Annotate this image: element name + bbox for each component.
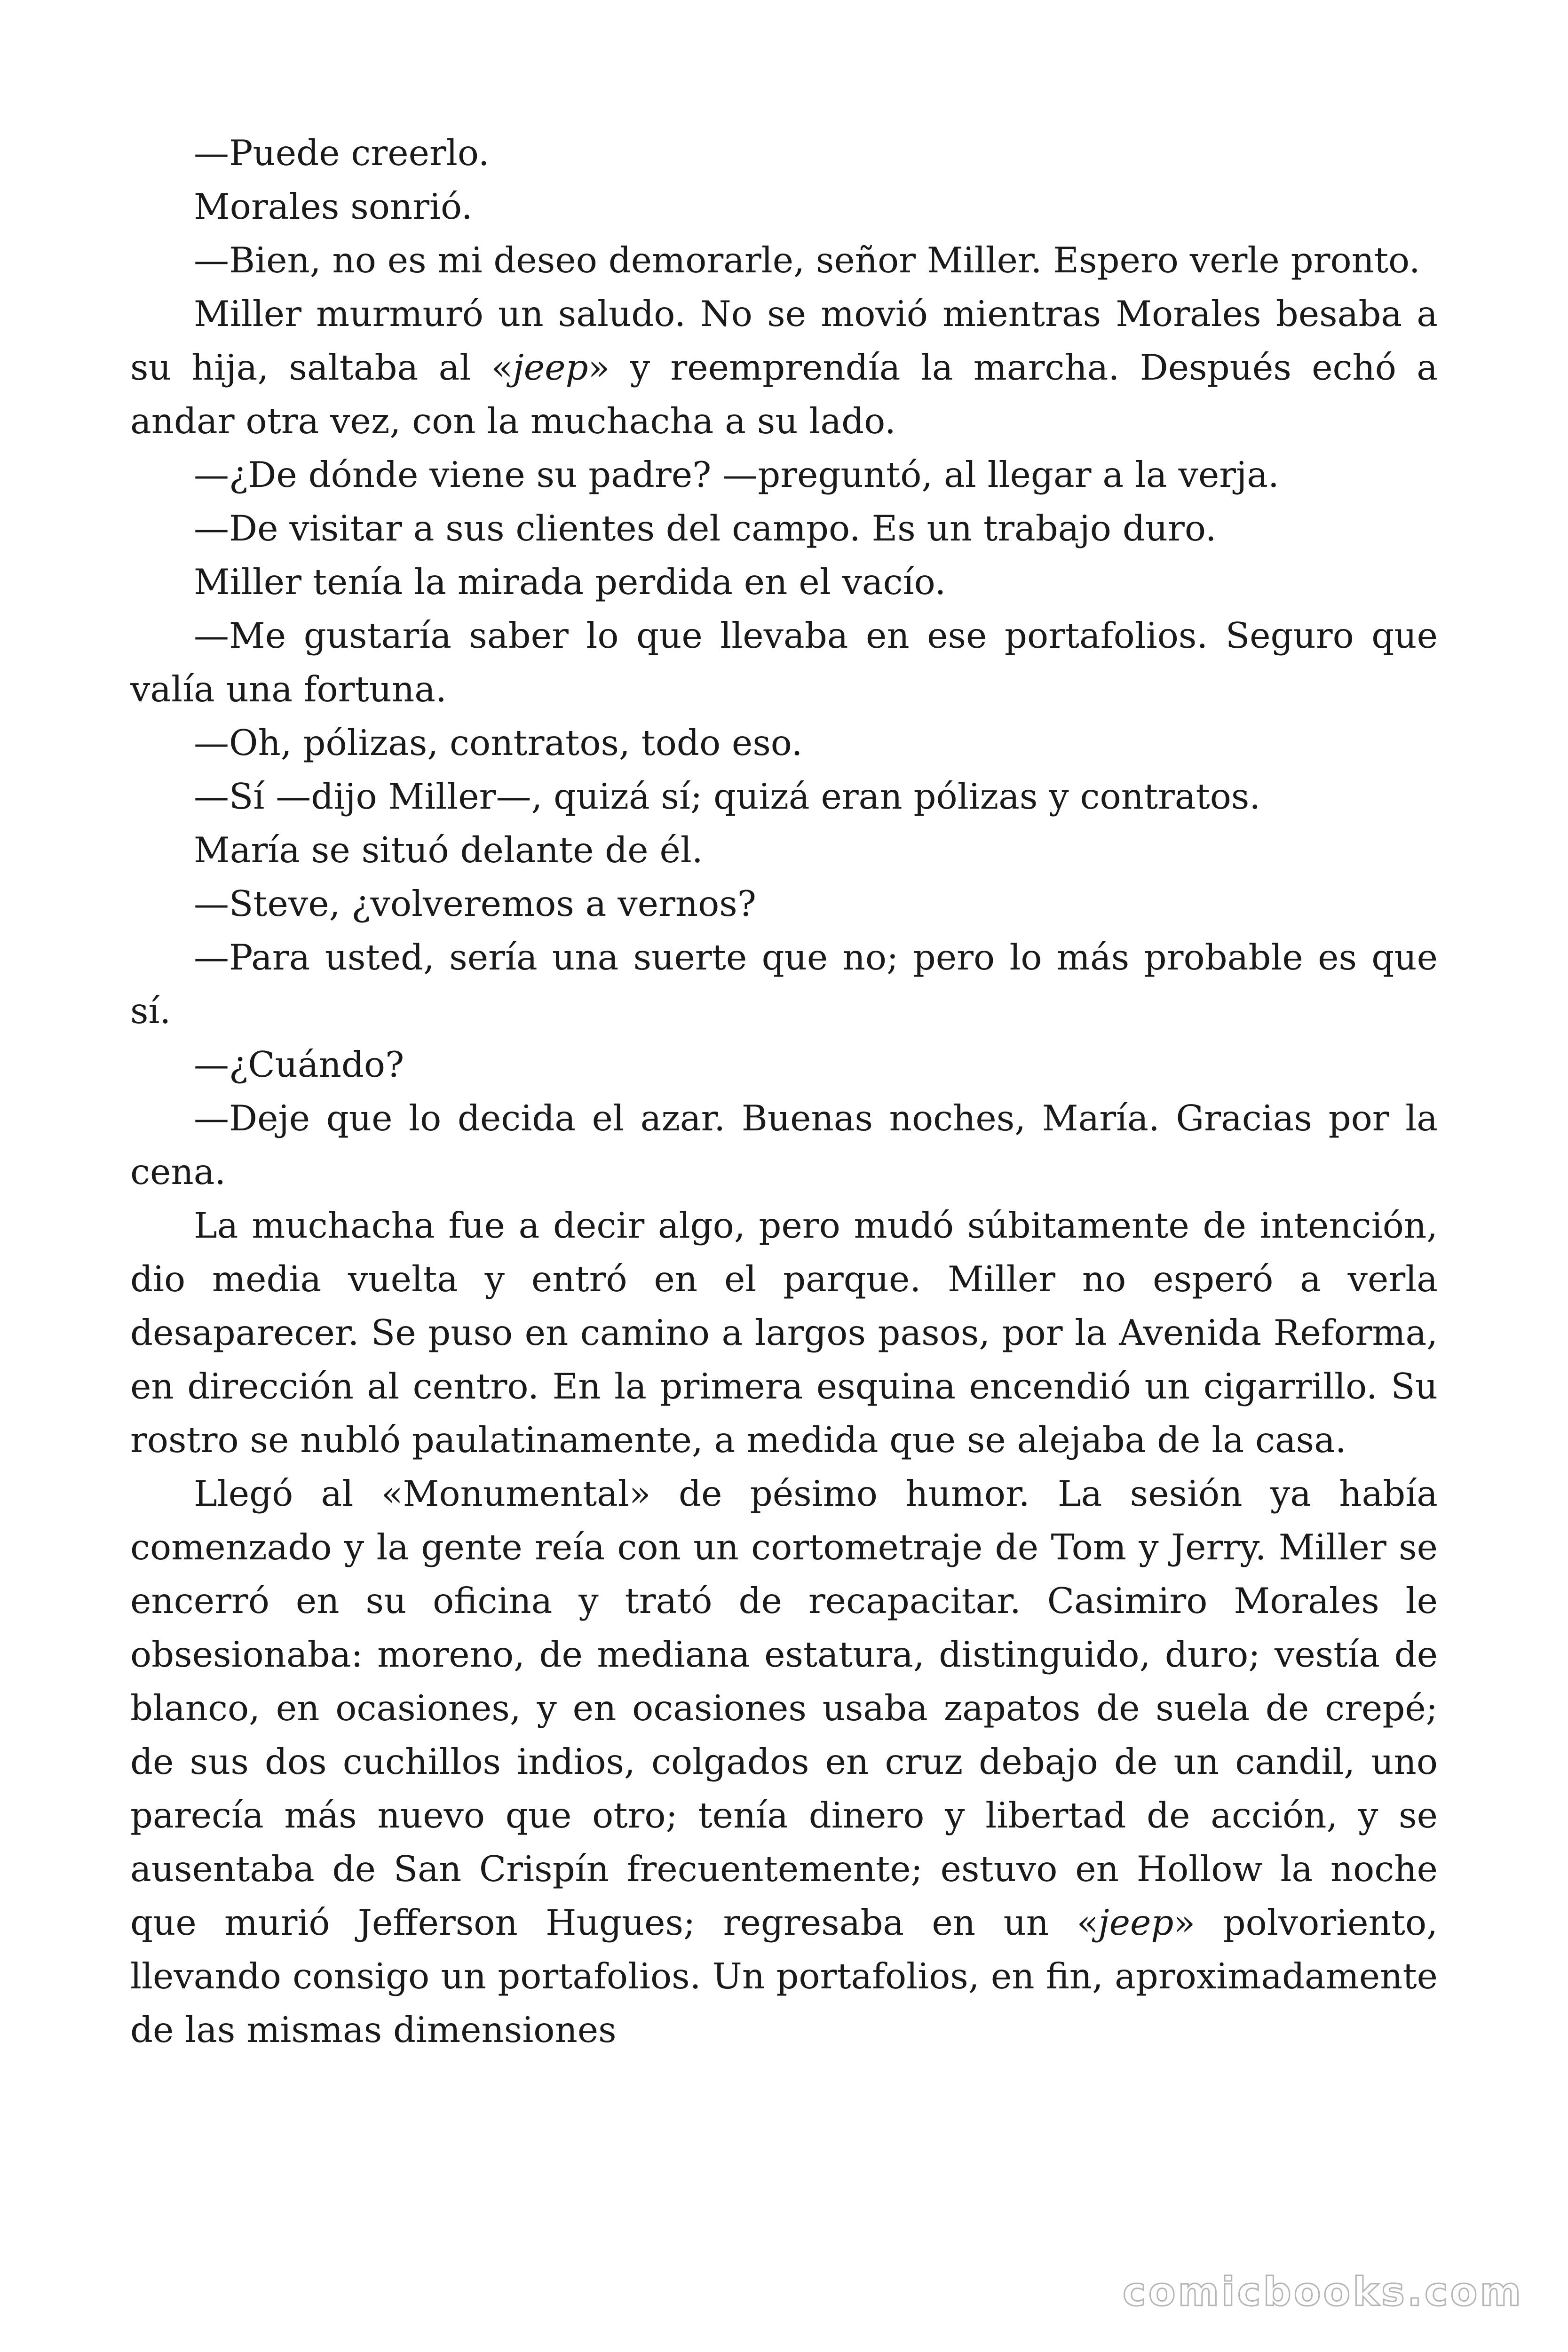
paragraph: Miller murmuró un saludo. No se movió mientras Morales besaba a su hija, saltaba al «jeep» y reemprendía la marcha. Después echó a andar otra vez, con la muchacha a su lado.	[130, 293, 1438, 442]
paragraph: —¿De dónde viene su padre? —preguntó, al llegar a la verja.	[194, 454, 1279, 495]
paragraph: —Bien, no es mi deseo demorarle, señor Miller. Espero verle pronto.	[194, 239, 1420, 281]
paragraph: —Me gustaría saber lo que llevaba en ese portafolios. Seguro que valía una fortuna.	[130, 615, 1438, 710]
paragraph: La muchacha fue a decir algo, pero mudó súbitamente de intención, dio media vuelta y entró en el parque. Miller no esperó a verla desaparecer. Se puso en camino a largos pasos, por la Avenida Reforma, en dirección al centro. En la primera esquina encendió un cigarrillo. Su rostro se nubló paulatinamente, a medida que se alejaba de la casa.	[130, 1205, 1438, 1461]
paragraph: —Deje que lo decida el azar. Buenas noches, María. Gracias por la cena.	[130, 1097, 1438, 1192]
italic-word: jeep	[1098, 1902, 1174, 1943]
paragraph: —De visitar a sus clientes del campo. Es un trabajo duro.	[194, 508, 1217, 549]
watermark-text: comicbooks.com	[1123, 2269, 1523, 2315]
paragraph: —Sí —dijo Miller—, quizá sí; quizá eran pólizas y contratos.	[194, 776, 1261, 817]
paragraph: Llegó al «Monumental» de pésimo humor. La sesión ya había comenzado y la gente reía con un cortometraje de Tom y Jerry. Miller se encerró en su oficina y trató de recapacitar. Casimiro Morales le obsesionaba: moreno, de mediana estatura, distinguido, duro; vestía de blanco, en ocasiones, y en ocasiones usaba zapatos de suela de crepé; de sus dos cuchillos indios, colgados en cruz debajo de un candil, uno parecía más nuevo que otro; tenía dinero y libertad de acción, y se ausentaba de San Crispín frecuentemente; estuvo en Hollow la noche que murió Jefferson Hugues; regresaba en un «jeep» polvoriento, llevando consigo un portafolios. Un portafolios, en fin, aproximadamente de las mismas dimensiones	[130, 1473, 1438, 2050]
paragraph: —Steve, ¿volveremos a vernos?	[194, 883, 756, 924]
paragraph: María se situó delante de él.	[194, 829, 703, 871]
paragraph: —Puede creerlo.	[194, 132, 490, 174]
italic-word: jeep	[513, 347, 588, 388]
body-text	[130, 126, 1438, 2057]
paragraph: Miller tenía la mirada perdida en el vacío.	[194, 561, 946, 603]
paragraph: —Para usted, sería una suerte que no; pero lo más probable es que sí.	[130, 937, 1438, 1032]
paragraph: Morales sonrió.	[194, 186, 473, 227]
paragraph: —¿Cuándo?	[194, 1044, 404, 1085]
paragraph: —Oh, pólizas, contratos, todo eso.	[194, 722, 803, 763]
